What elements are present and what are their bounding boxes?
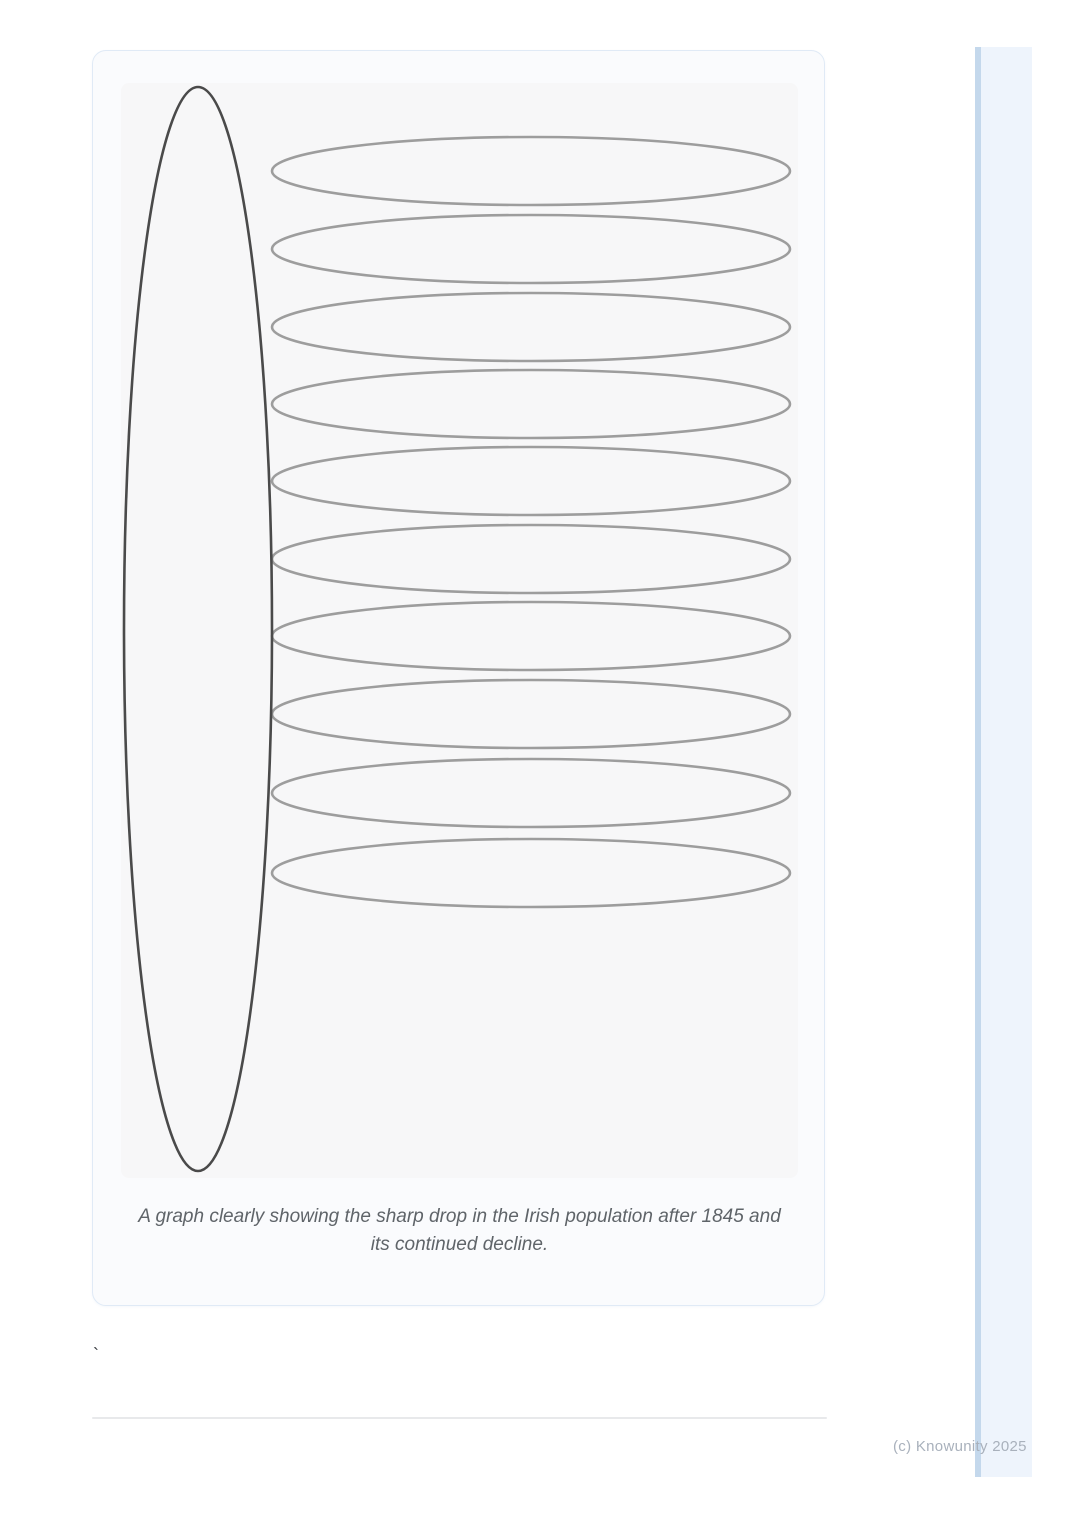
figure-caption-line2: its continued decline. xyxy=(370,1234,549,1255)
horizontal-ellipse-1 xyxy=(272,137,790,205)
figure-caption-line1: A graph clearly showing the sharp drop in the Irish population after 1845 and xyxy=(138,1206,781,1227)
vertical-ellipse xyxy=(124,87,272,1171)
figure-caption xyxy=(108,1203,811,1259)
figure-svg xyxy=(121,83,798,1178)
horizontal-ellipse-9 xyxy=(272,759,790,827)
horizontal-ellipse-4 xyxy=(272,370,790,438)
scrollbar-thumb[interactable] xyxy=(975,47,981,1477)
right-page-margin-panel xyxy=(975,47,1032,1477)
population-graph-image xyxy=(121,83,798,1178)
horizontal-ellipse-5 xyxy=(272,447,790,515)
horizontal-ellipse-6 xyxy=(272,525,790,593)
horizontal-ellipse-2 xyxy=(272,215,790,283)
copyright-text: (c) Knowunity 2025 xyxy=(893,1438,1027,1455)
figure-card xyxy=(92,50,825,1306)
stray-backtick-text: ` xyxy=(93,1345,99,1365)
horizontal-ellipse-10 xyxy=(272,839,790,907)
section-divider xyxy=(92,1417,827,1419)
horizontal-ellipse-8 xyxy=(272,680,790,748)
horizontal-ellipse-3 xyxy=(272,293,790,361)
horizontal-ellipse-7 xyxy=(272,602,790,670)
